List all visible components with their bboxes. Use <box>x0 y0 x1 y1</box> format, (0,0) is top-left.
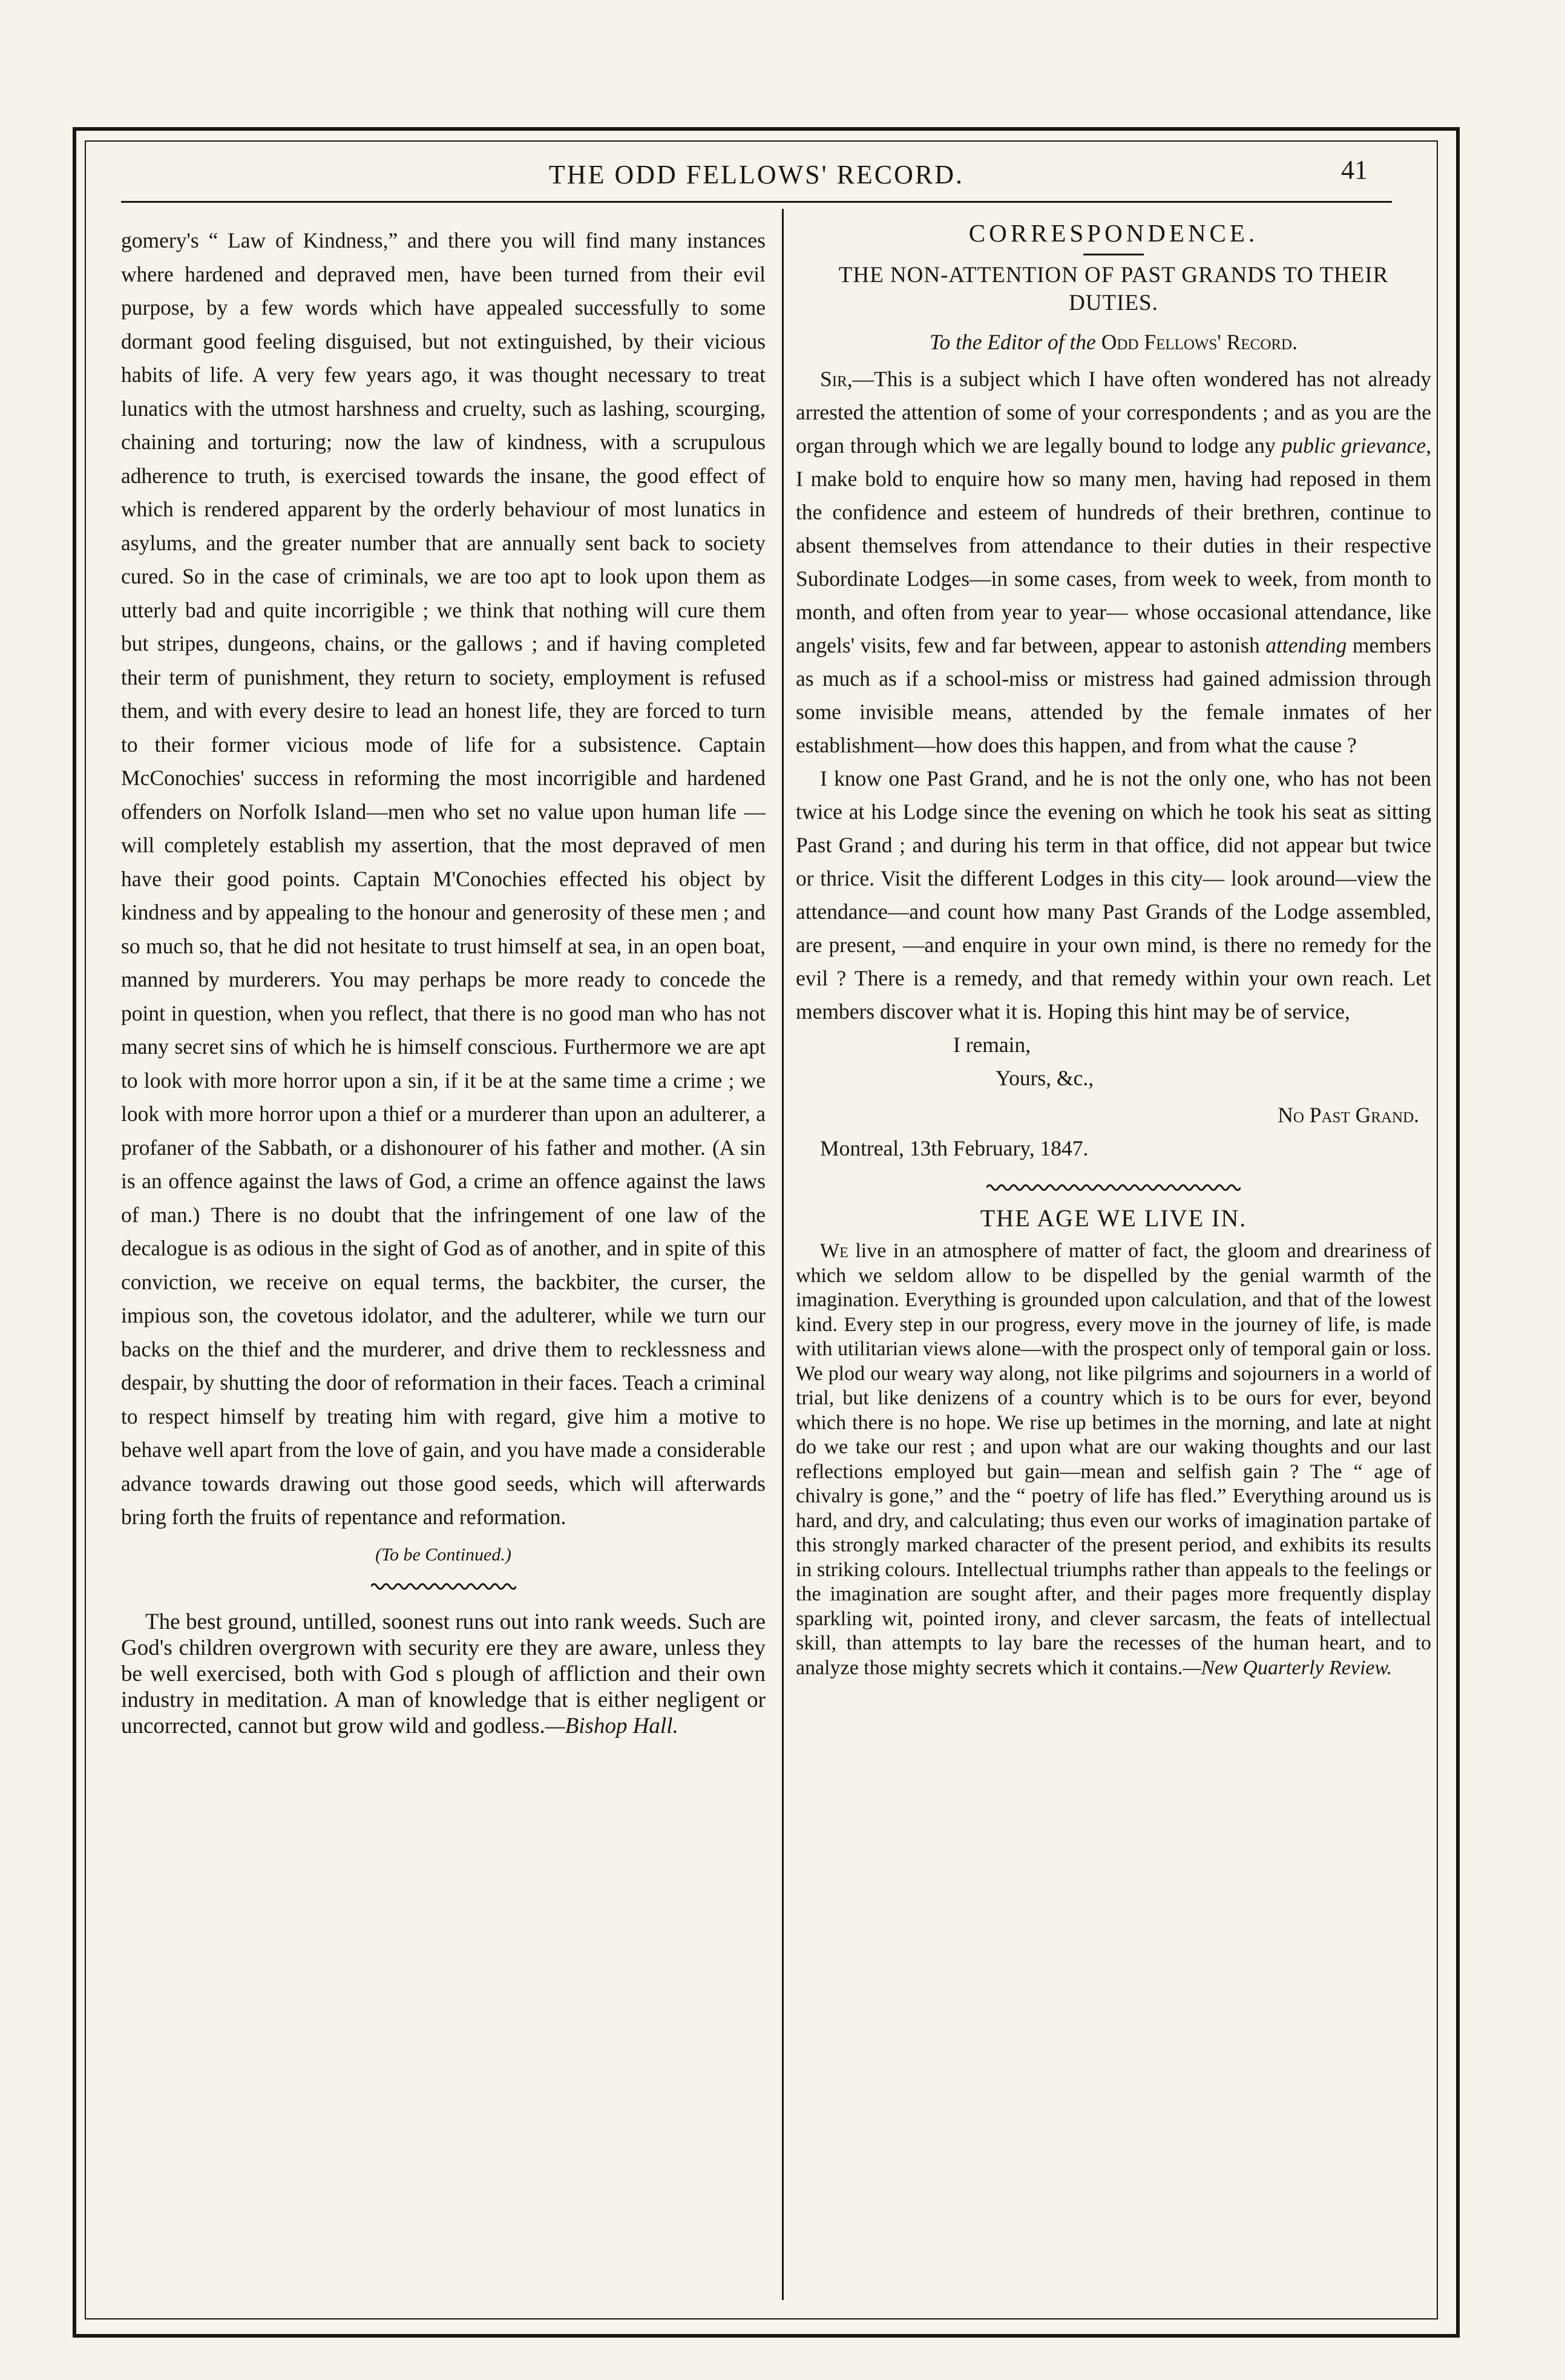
quote-text: The best ground, untilled, soonest runs out into rank weeds. Such are God's children overgrown with security ere they are aware, unless they be well exercised, both with God s plough of affliction and their own industry in meditation. A man of knowledge that is either negligent or uncorrected, cannot but grow wild and godless. <box>121 1609 766 1738</box>
addressee-prefix: To the Editor of the <box>930 330 1096 354</box>
short-rule <box>1083 254 1144 255</box>
bishop-hall-quote <box>121 1609 766 1739</box>
essay-continuation: gomery's “ Law of Kindness,” and there you will find many instances where hardened and depraved men, have been turned from their evil purpose, by a few words which have appealed successfully to some dormant good feeling disguised, but not extinguished, by their vicious habits of life. A very few years ago, it was thought necessary to treat lunatics with the utmost harshness and cruelty, such as lashing, scourging, chaining and torturing; now the law of kindness, with a scrupulous adherence to truth, is exercised towards the insane, the good effect of which is rendered apparent by the orderly behaviour of most lunatics in asylums, and the greater number that are annually sent back to society cured. So in the case of criminals, we are too apt to look upon them as utterly bad and quite incorrigible ; we think that nothing will cure them but stripes, dungeons, chains, or the gallows ; and if having completed their term of punishment, they return to society, employment is refused them, and with every desire to lead an honest life, they are forced to turn to their former vicious mode of life for a subsistence. Captain McConochies' success in reforming the most incorrigible and hardened offenders on Norfolk Island—men who set no value upon human life —will completely establish my assertion, that the most depraved of men have their good points. Captain M'Conochies effected his object by kindness and by appealing to the honour and generosity of these men ; and so much so, that he did not hesitate to trust himself at sea, in an open boat, manned by murderers. You may perhaps be more ready to concede the point in question, when you reflect, that there is no good man who has not many secret sins of which he is himself conscious. Furthermore we are apt to look with more horror upon a sin, if it be at the same time a crime ; we look with more horror upon a thief or a murderer than upon an adulterer, a profaner of the Sabbath, or a dishonourer of his father and mother. (A sin is an offence against the laws of God, a crime an offence against the laws of man.) There is no doubt that the infringement of one law of the decalogue is as odious in the sight of God as of another, and in spite of this conviction, we receive on equal terms, the backbiter, the curser, the impious son, the covetous idolator, and the adulterer, while we turn our backs on the thief and the murderer, and drive them to recklessness and despair, by shutting the door of reformation in their faces. Teach a criminal to respect himself by treating him with regard, give him a motive to behave well apart from the love of gain, and you have made a considerable advance towards drawing out those good seeds, which will afterwards bring forth the fruits of repentance and reformation. <box>121 228 766 1529</box>
right-column <box>796 215 1431 1680</box>
article-source: —New Quarterly Review. <box>1183 1656 1393 1679</box>
article-title: THE AGE WE LIVE IN. <box>980 1205 1247 1232</box>
dateline: Montreal, 13th February, 1847. <box>820 1136 1089 1160</box>
addressee <box>796 326 1431 359</box>
page-number: 41 <box>1341 155 1368 185</box>
addressee-name: Odd Fellows' Record. <box>1101 330 1298 354</box>
running-title: THE ODD FELLOWS' RECORD. <box>548 160 965 189</box>
letter-title: THE NON-ATTENTION OF PAST GRANDS TO THEIR DUTIES. <box>838 263 1389 315</box>
column-divider <box>782 209 784 2300</box>
closing-yours: Yours, &c., <box>996 1066 1094 1090</box>
left-column <box>121 224 766 1739</box>
page-header <box>121 154 1392 197</box>
letter-paragraph-2: I know one Past Grand, and he is not the only one, who has not been twice at his Lodge since the evening on which he took his seat as sitting Past Grand ; and during his term in that office, did not appear but twice or thrice. Visit the different Lodges in this city— look around—view the attendance—and count how many Past Grands of the Lodge assembled, are present, —and enquire in your own mind, is there no remedy for the evil ? There is a remedy, and that remedy within your own reach. Let members discover what it is. Hoping this hint may be of service, <box>796 766 1431 1024</box>
header-rule <box>121 201 1392 203</box>
closing-remain: I remain, <box>953 1033 1031 1057</box>
section-title: CORRESPONDENCE. <box>968 219 1259 247</box>
quote-author: —Bishop Hall. <box>545 1714 678 1738</box>
wavy-rule <box>371 1580 516 1593</box>
letter-paragraph-1: Sir,—This is a subject which I have often wondered has not already arrested the attention of some of your correspondents ; and as you are the organ through which we are legally bound to lodge any public grievance, I make bold to enquire how so many men, having had reposed in them the confidence and esteem of hundreds of their brethren, continue to absent themselves from attendance to their duties in their respective Subordinate Lodges—in some cases, from week to week, from month to month, and often from year to year— whose occasional attendance, like angels' visits, few and far between, appear to astonish attending members as much as if a school-miss or mistress had gained admission through some invisible means, attended by the female inmates of her establishment—how does this happen, and from what the cause ? <box>796 367 1431 757</box>
article-body: We live in an atmosphere of matter of fact, the gloom and dreariness of which we seldom allow to be dispelled by the genial warmth of the imagination. Everything is grounded upon calculation, and that of the lowest kind. Every step in our progress, every move in the journey of life, is made with utilitarian views alone—with the prospect only of temporal gain or loss. We plod our weary way along, not like pilgrims and sojourners in a world of trial, but like denizens of a country which is to be ours for ever, beyond which there is no hope. We rise up betimes in the morning, and late at night do we take our rest ; and upon what are our waking thoughts and our last reflections employed but gain—mean and selfish gain ? The “ age of chivalry is gone,” and the “ poetry of life has fled.” Everything around us is hard, and dry, and calculating; thus even our works of imagination partake of this strongly marked character of the present period, and exhibits its results in striking colours. Intellectual triumphs rather than appeals to the feelings or the imagination are sought after, and their pages more frequently display sparkling wit, pointed irony, and clever sarcasm, the feats of intellectual skill, than attempts to lay bare the recesses of the human heart, and to analyze those mighty secrets which it contains.—New Quarterly Review. <box>796 1240 1431 1679</box>
to-be-continued: (To be Continued.) <box>375 1544 511 1565</box>
signature: No Past Grand. <box>1278 1103 1419 1127</box>
wavy-rule-right <box>986 1181 1241 1194</box>
